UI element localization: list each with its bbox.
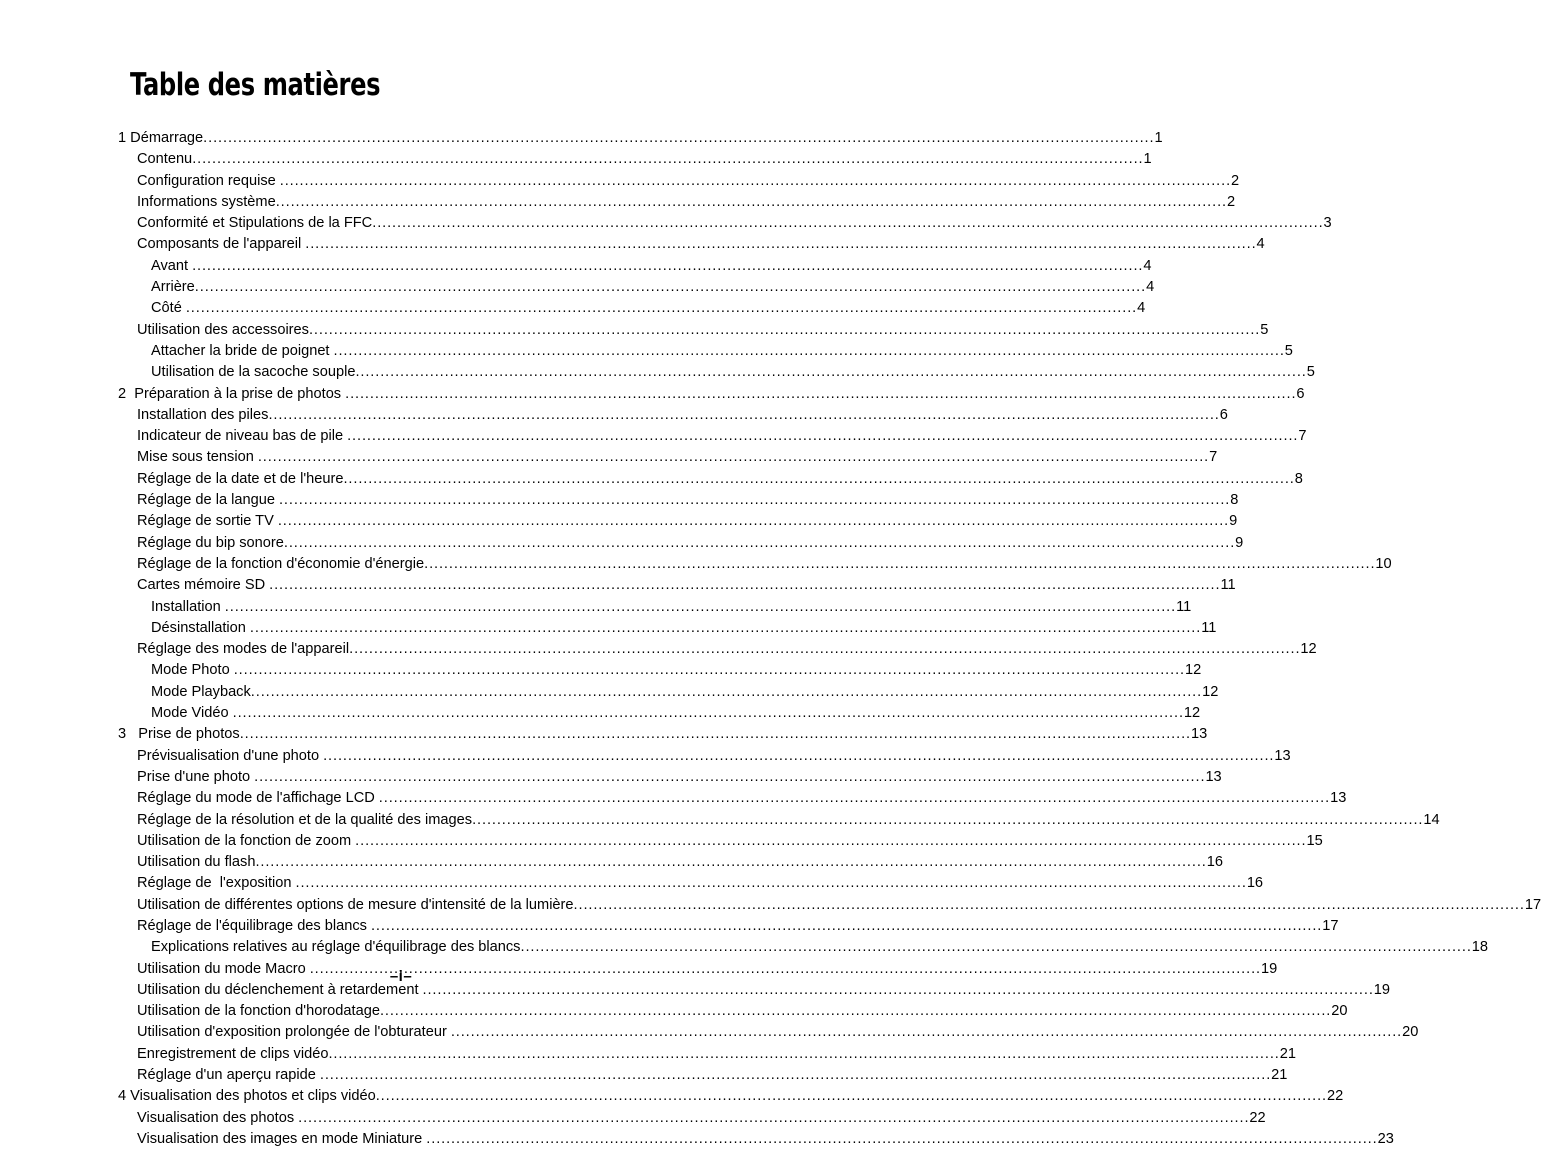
toc-dot-leader <box>472 810 1423 825</box>
toc-dot-leader <box>371 916 1322 931</box>
toc-entry-label: 1 Démarrage <box>118 130 204 146</box>
toc-entry[interactable] <box>118 341 1293 362</box>
toc-entry[interactable] <box>118 469 1303 490</box>
toc-entry[interactable] <box>118 1001 1348 1022</box>
toc-dot-leader <box>195 277 1146 292</box>
toc-entry-label: Informations système <box>137 193 276 210</box>
toc-dot-leader <box>255 852 1206 867</box>
toc-entry-page-number: 7 <box>1209 449 1218 466</box>
toc-entry-page-number: 17 <box>1524 896 1541 913</box>
toc-entry[interactable] <box>118 873 1264 894</box>
table-of-contents <box>118 128 1541 1150</box>
toc-entry-label: Réglage de la date et de l'heure <box>137 470 344 487</box>
toc-entry[interactable] <box>118 490 1239 511</box>
toc-entry[interactable] <box>118 831 1323 852</box>
toc-entry-label: Enregistrement de clips vidéo <box>137 1045 329 1062</box>
toc-entry-label: Utilisation de la fonction d'horodatage <box>137 1003 380 1020</box>
page-title: Table des matières <box>130 67 381 103</box>
toc-entry-page-number: 19 <box>1373 981 1391 998</box>
toc-entry-page-number: 9 <box>1229 513 1238 530</box>
toc-entry[interactable] <box>118 1129 1394 1150</box>
toc-entry[interactable] <box>118 320 1269 341</box>
toc-entry-page-number: 16 <box>1246 875 1264 892</box>
toc-entry[interactable] <box>118 724 1208 745</box>
toc-dot-leader <box>233 703 1184 718</box>
toc-entry-page-number: 7 <box>1298 428 1307 445</box>
toc-entry-page-number: 19 <box>1261 960 1278 977</box>
toc-dot-leader <box>298 1108 1249 1123</box>
toc-entry-page-number: 5 <box>1260 321 1269 338</box>
toc-entry-label: Désinstallation <box>151 619 246 636</box>
toc-dot-leader <box>380 1001 1331 1016</box>
toc-entry[interactable] <box>118 192 1236 213</box>
toc-entry[interactable] <box>118 618 1217 639</box>
toc-entry[interactable] <box>118 426 1307 447</box>
toc-entry[interactable] <box>118 746 1291 767</box>
toc-entry-label: Mode Vidéo <box>151 705 229 722</box>
toc-entry[interactable] <box>118 384 1305 405</box>
toc-entry-label: Explications relatives au réglage d'équilibrage des blancs <box>151 939 521 956</box>
toc-entry-label: Conformité et Stipulations de la FFC <box>137 215 373 232</box>
toc-entry[interactable] <box>118 511 1238 532</box>
toc-entry-page-number: 2 <box>1227 193 1236 210</box>
toc-entry[interactable] <box>118 298 1146 319</box>
toc-entry-label: Utilisation des accessoires <box>137 321 309 338</box>
toc-entry-label: 3 Prise de photos <box>118 726 240 743</box>
toc-entry-label: Réglage du mode de l'affichage LCD <box>137 790 375 807</box>
toc-entry-page-number: 12 <box>1202 683 1219 700</box>
toc-entry-label: Utilisation de la sacoche souple <box>151 364 356 381</box>
toc-entry[interactable] <box>118 639 1317 660</box>
toc-entry[interactable] <box>118 895 1541 916</box>
toc-entry-page-number: 3 <box>1323 215 1332 232</box>
toc-entry-label: Réglage de sortie TV <box>137 513 274 530</box>
toc-entry-page-number: 1 <box>1154 130 1163 146</box>
toc-dot-leader <box>192 149 1143 164</box>
toc-entry[interactable] <box>118 128 1163 149</box>
toc-entry-label: Installation des piles <box>137 406 269 423</box>
toc-dot-leader <box>225 597 1176 612</box>
toc-entry[interactable] <box>118 767 1222 788</box>
toc-entry-page-number: 18 <box>1471 939 1489 956</box>
toc-entry[interactable] <box>118 682 1219 703</box>
toc-entry[interactable] <box>118 277 1155 298</box>
toc-entry-label: Utilisation de la fonction de zoom <box>137 832 352 849</box>
toc-entry-page-number: 4 <box>1143 257 1152 274</box>
toc-entry[interactable] <box>118 916 1339 937</box>
toc-entry-page-number: 8 <box>1230 492 1239 509</box>
toc-entry-page-number: 11 <box>1176 598 1192 615</box>
toc-entry[interactable] <box>118 171 1240 192</box>
toc-entry-label: Réglage de la fonction d'économie d'énergie <box>137 555 425 572</box>
footer-page-marker: –i– <box>389 968 413 985</box>
toc-dot-leader <box>309 320 1260 335</box>
toc-entry-label: Composants de l'appareil <box>137 236 302 253</box>
toc-entry-page-number: 8 <box>1294 470 1303 487</box>
toc-entry-label: Utilisation du déclenchement à retardement <box>137 981 419 998</box>
toc-dot-leader <box>345 384 1296 399</box>
toc-entry-page-number: 10 <box>1375 555 1392 572</box>
toc-dot-leader <box>251 682 1202 697</box>
toc-entry-label: Configuration requise <box>137 172 276 189</box>
toc-entry-label: Visualisation des images en mode Miniature <box>137 1130 423 1147</box>
toc-entry[interactable] <box>118 447 1218 468</box>
toc-entry-label: Utilisation du mode Macro <box>137 960 306 977</box>
toc-entry-label: Indicateur de niveau bas de pile <box>137 428 344 445</box>
toc-entry-label: Prise d'une photo <box>137 768 251 785</box>
toc-dot-leader <box>355 362 1306 377</box>
toc-dot-leader <box>355 831 1306 846</box>
toc-entry[interactable] <box>118 937 1489 958</box>
toc-entry-label: 2 Préparation à la prise de photos <box>118 385 342 402</box>
toc-entry-page-number: 2 <box>1231 172 1240 189</box>
toc-entry[interactable] <box>118 234 1265 255</box>
toc-entry-label: 4 Visualisation des photos et clips vidéo <box>118 1088 376 1105</box>
toc-dot-leader <box>426 1129 1377 1144</box>
toc-entry-page-number: 13 <box>1274 747 1291 764</box>
toc-entry-page-number: 21 <box>1279 1045 1296 1062</box>
toc-dot-leader <box>376 1086 1327 1101</box>
toc-dot-leader <box>279 490 1230 505</box>
toc-dot-leader <box>276 192 1227 207</box>
toc-entry-label: Réglage de la langue <box>137 492 275 509</box>
toc-entry-page-number: 23 <box>1377 1130 1394 1147</box>
toc-dot-leader <box>269 575 1220 590</box>
toc-entry-page-number: 4 <box>1256 236 1265 253</box>
toc-entry-label: Prévisualisation d'une photo <box>137 747 320 764</box>
toc-entry-label: Utilisation de différentes options de mesure d'intensité de la lumière <box>137 896 574 913</box>
toc-entry[interactable] <box>118 362 1315 383</box>
toc-entry[interactable] <box>118 597 1192 618</box>
toc-entry[interactable] <box>118 213 1332 234</box>
toc-entry-label: Contenu <box>137 151 193 168</box>
toc-dot-leader <box>278 511 1229 526</box>
toc-entry[interactable] <box>118 1044 1296 1065</box>
toc-dot-leader <box>203 128 1154 143</box>
toc-entry-label: Réglage des modes de l'appareil <box>137 641 350 658</box>
toc-entry[interactable] <box>118 852 1223 873</box>
toc-entry-page-number: 6 <box>1219 406 1228 423</box>
toc-dot-leader <box>254 767 1205 782</box>
toc-dot-leader <box>320 1065 1271 1080</box>
toc-entry-page-number: 21 <box>1271 1067 1288 1084</box>
toc-entry-label: Réglage d'un aperçu rapide <box>137 1067 316 1084</box>
toc-entry-page-number: 9 <box>1235 534 1244 551</box>
toc-entry-page-number: 12 <box>1183 705 1201 722</box>
toc-dot-leader <box>250 618 1201 633</box>
toc-dot-leader <box>334 341 1285 356</box>
toc-entry-label: Côté <box>151 300 182 317</box>
toc-entry-page-number: 17 <box>1322 917 1339 934</box>
toc-entry-page-number: 14 <box>1423 811 1440 828</box>
toc-entry-page-number: 15 <box>1306 832 1323 849</box>
toc-entry-label: Réglage de l'équilibrage des blancs <box>137 917 367 934</box>
toc-dot-leader <box>240 724 1191 739</box>
toc-dot-leader <box>520 937 1471 952</box>
toc-entry-page-number: 12 <box>1185 662 1202 679</box>
toc-entry-label: Installation <box>151 598 221 615</box>
toc-entry-page-number: 6 <box>1296 385 1305 402</box>
toc-entry-page-number: 13 <box>1330 790 1347 807</box>
toc-dot-leader <box>347 426 1298 441</box>
toc-entry[interactable] <box>118 703 1201 724</box>
toc-entry-label: Réglage de l'exposition <box>137 875 292 892</box>
toc-entry-page-number: 11 <box>1201 619 1217 636</box>
toc-entry-label: Réglage du bip sonore <box>137 534 284 551</box>
toc-dot-leader <box>192 256 1143 271</box>
toc-entry-page-number: 5 <box>1284 342 1293 359</box>
toc-dot-leader <box>574 895 1525 910</box>
toc-entry-page-number: 22 <box>1249 1109 1266 1126</box>
toc-entry-page-number: 1 <box>1143 151 1152 168</box>
toc-dot-leader <box>372 213 1323 228</box>
toc-entry-page-number: 11 <box>1220 577 1236 594</box>
toc-dot-leader <box>268 405 1219 420</box>
toc-entry-page-number: 20 <box>1331 1003 1348 1020</box>
toc-entry[interactable] <box>118 1022 1419 1043</box>
toc-dot-leader <box>349 639 1300 654</box>
toc-entry-page-number: 16 <box>1206 854 1223 871</box>
toc-entry[interactable] <box>118 405 1228 426</box>
toc-entry[interactable] <box>118 788 1347 809</box>
toc-entry[interactable] <box>118 533 1244 554</box>
toc-dot-leader <box>424 554 1375 569</box>
toc-entry[interactable] <box>118 1108 1266 1129</box>
toc-dot-leader <box>305 234 1256 249</box>
toc-entry-page-number: 4 <box>1146 279 1155 296</box>
toc-entry-page-number: 13 <box>1191 726 1208 743</box>
toc-entry[interactable] <box>118 149 1152 170</box>
toc-entry-label: Avant <box>151 257 189 274</box>
toc-entry[interactable] <box>118 575 1236 596</box>
toc-entry[interactable] <box>118 554 1392 575</box>
toc-dot-leader <box>186 298 1137 313</box>
toc-entry-label: Utilisation du flash <box>137 854 256 871</box>
toc-dot-leader <box>451 1022 1402 1037</box>
toc-entry-label: Cartes mémoire SD <box>137 577 266 594</box>
toc-dot-leader <box>296 873 1247 888</box>
toc-dot-leader <box>280 171 1231 186</box>
toc-entry-label: Visualisation des photos <box>137 1109 295 1126</box>
toc-dot-leader <box>379 788 1330 803</box>
toc-entry-label: Arrière <box>151 279 195 296</box>
toc-entry-label: Mise sous tension <box>137 449 254 466</box>
toc-entry-page-number: 22 <box>1327 1088 1344 1105</box>
toc-dot-leader <box>284 533 1235 548</box>
toc-dot-leader <box>234 660 1185 675</box>
toc-entry-label: Mode Playback <box>151 683 251 700</box>
toc-entry-page-number: 13 <box>1205 768 1222 785</box>
toc-dot-leader <box>323 746 1274 761</box>
toc-entry-page-number: 4 <box>1137 300 1146 317</box>
toc-entry[interactable] <box>118 810 1440 831</box>
toc-dot-leader <box>328 1044 1279 1059</box>
toc-entry[interactable] <box>118 1065 1288 1086</box>
toc-entry[interactable] <box>118 1086 1344 1107</box>
toc-entry-page-number: 5 <box>1306 364 1315 381</box>
toc-entry-label: Utilisation d'exposition prolongée de l'obturateur <box>137 1024 447 1041</box>
toc-entry[interactable] <box>118 256 1152 277</box>
toc-entry-label: Mode Photo <box>151 662 230 679</box>
toc-entry-label: Réglage de la résolution et de la qualité des images <box>137 811 473 828</box>
toc-entry-page-number: 20 <box>1402 1024 1419 1041</box>
toc-entry-page-number: 12 <box>1300 641 1317 658</box>
toc-entry[interactable] <box>118 660 1202 681</box>
toc-dot-leader <box>258 447 1209 462</box>
toc-dot-leader <box>343 469 1294 484</box>
toc-entry-label: Attacher la bride de poignet <box>151 342 330 359</box>
